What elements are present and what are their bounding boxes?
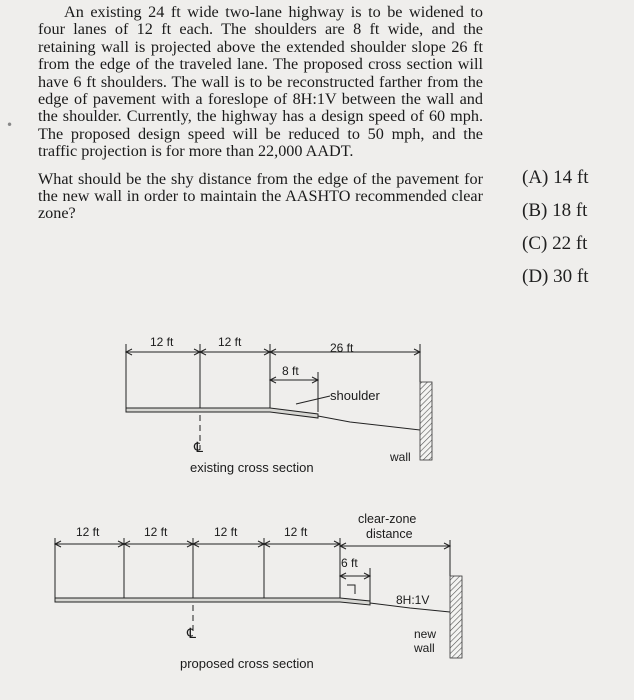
margin-dot: • (6, 118, 14, 132)
existing-dim-lane1: 12 ft (150, 335, 174, 349)
clear-zone-label-1: clear-zone (358, 512, 417, 526)
cross-section-figure (0, 300, 634, 700)
new-wall-label-1: new (414, 627, 437, 641)
slope-label: 8H:1V (396, 593, 430, 607)
proposed-dim-shoulder: 6 ft (341, 556, 358, 570)
choice-a-letter: (A) (522, 167, 549, 188)
proposed-caption: proposed cross section (180, 656, 314, 671)
existing-slope (318, 416, 420, 430)
existing-caption: existing cross section (190, 460, 314, 475)
choice-a-value: 14 ft (553, 167, 589, 188)
existing-centerline-symbol: ℄ (194, 439, 203, 455)
choice-c-letter: (C) (522, 233, 548, 254)
choice-d[interactable] (522, 260, 589, 293)
existing-wall (420, 382, 432, 460)
existing-wall-label: wall (390, 450, 411, 464)
proposed-cross-section (55, 538, 450, 635)
proposed-dim-lane3: 12 ft (214, 525, 238, 539)
choice-b-value: 18 ft (552, 200, 588, 221)
new-wall-label-2: wall (414, 641, 435, 655)
existing-dim-wall: 26 ft (330, 341, 354, 355)
choice-b[interactable] (522, 194, 589, 227)
existing-pavement (126, 408, 318, 418)
problem-statement (38, 4, 483, 233)
choice-d-letter: (D) (522, 266, 549, 287)
existing-dim-lane2: 12 ft (218, 335, 242, 349)
choice-b-letter: (B) (522, 200, 548, 221)
shoulder-leader (296, 396, 330, 404)
problem-paragraph-1: An existing 24 ft wide two-lane highway is to be widened to four lanes of 12 ft each. The shoulders are 8 ft wide, and the retaining wall is projected above the extended shoulder slope 26 ft from the edge of the traveled lane. The proposed cross section will have 6 ft shoulders. The wall is to be reconstructed farther from the edge of pavement with a foreslope of 8H:1V between the wall and the shoulder. Currently, the highway has a design speed of 60 mph. The proposed design speed will be reduced to 50 mph, and the traffic projection is for more than 22,000 AADT. (38, 3, 483, 161)
proposed-pavement (55, 598, 370, 605)
answer-choices (522, 161, 589, 293)
problem-paragraph-2: What should be the shy distance from the edge of the pavement for the new wall in order to maintain the AASHTO recommended clear zone? (38, 169, 483, 223)
choice-c[interactable] (522, 227, 589, 260)
clear-zone-label-2: distance (366, 527, 413, 541)
existing-shoulder-label: shoulder (330, 388, 380, 403)
slope-triangle (347, 585, 355, 594)
new-wall (450, 576, 462, 658)
existing-dim-shoulder: 8 ft (282, 364, 299, 378)
choice-c-value: 22 ft (552, 233, 588, 254)
choice-d-value: 30 ft (553, 266, 589, 287)
choice-a[interactable] (522, 161, 589, 194)
proposed-centerline-symbol: ℄ (187, 625, 196, 641)
proposed-dim-lane4: 12 ft (284, 525, 308, 539)
proposed-dim-lane2: 12 ft (144, 525, 168, 539)
proposed-dim-lane1: 12 ft (76, 525, 100, 539)
